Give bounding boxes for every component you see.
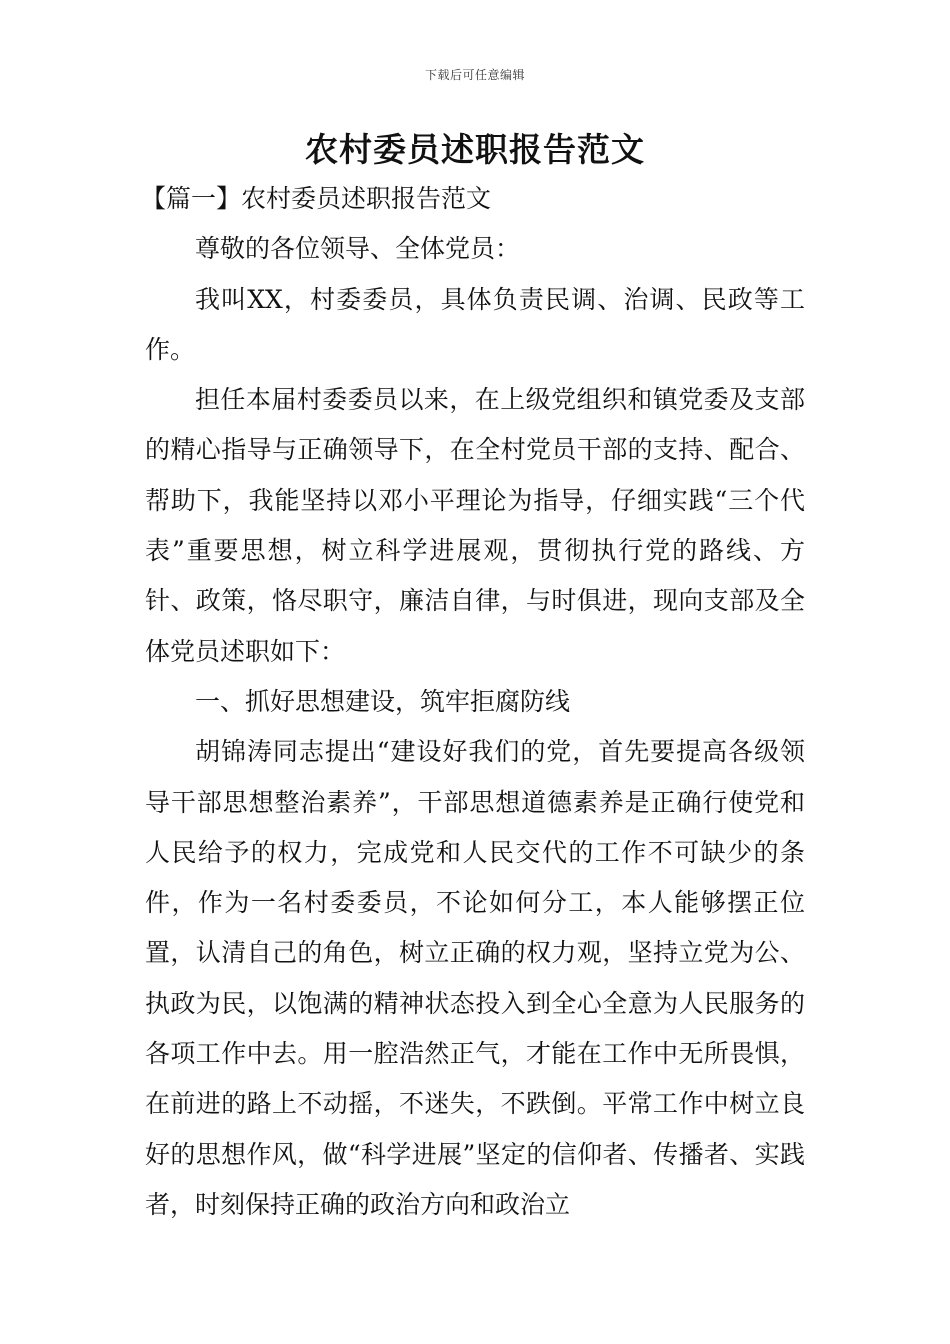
paragraph-overview: 担任本届村委委员以来，在上级党组织和镇党委及支部的精心指导与正确领导下，在全村党员干部的支持、配合、帮助下，我能坚持以邓小平理论为指导，仔细实践“三个代表”重要思想，树立科学进展观，贯彻执行党的路线、方针、政策，恪尽职守，廉洁自律，与时俱进，现向支部及全体党员述职如下：: [145, 385, 805, 666]
paragraph-introduction: 我叫XX，村委委员，具体负责民调、治调、民政等工作。: [145, 284, 805, 364]
paragraph-ideological-building: 胡锦涛同志提出“建设好我们的党，首先要提高各级领导干部思想整治素养”，干部思想道德素养是正确行使党和人民给予的权力，完成党和人民交代的工作不可缺少的条件，作为一名村委委员，不论如何分工，本人能够摆正位置，认清自己的角色，树立正确的权力观，坚持立党为公、执政为民，以饱满的精神状态投入到全心全意为人民服务的各项工作中去。用一腔浩然正气，才能在工作中无所畏惧，在前进的路上不动摇，不迷失，不跌倒。平常工作中树立良好的思想作风，做“科学进展”坚定的信仰者、传播者、实践者，时刻保持正确的政治方向和政治立: [145, 737, 805, 1219]
document-title: 农村委员述职报告范文: [305, 130, 645, 169]
subheading-ideological-building: 一、抓好思想建设，筑牢拒腐防线: [195, 686, 571, 716]
document-body: [141, 174, 805, 1230]
header-note: 下载后可任意编辑: [424, 68, 525, 82]
paragraph-salutation: 尊敬的各位领导、全体党员：: [195, 234, 521, 264]
section-heading: 【篇一】农村委员述职报告范文: [141, 184, 492, 213]
